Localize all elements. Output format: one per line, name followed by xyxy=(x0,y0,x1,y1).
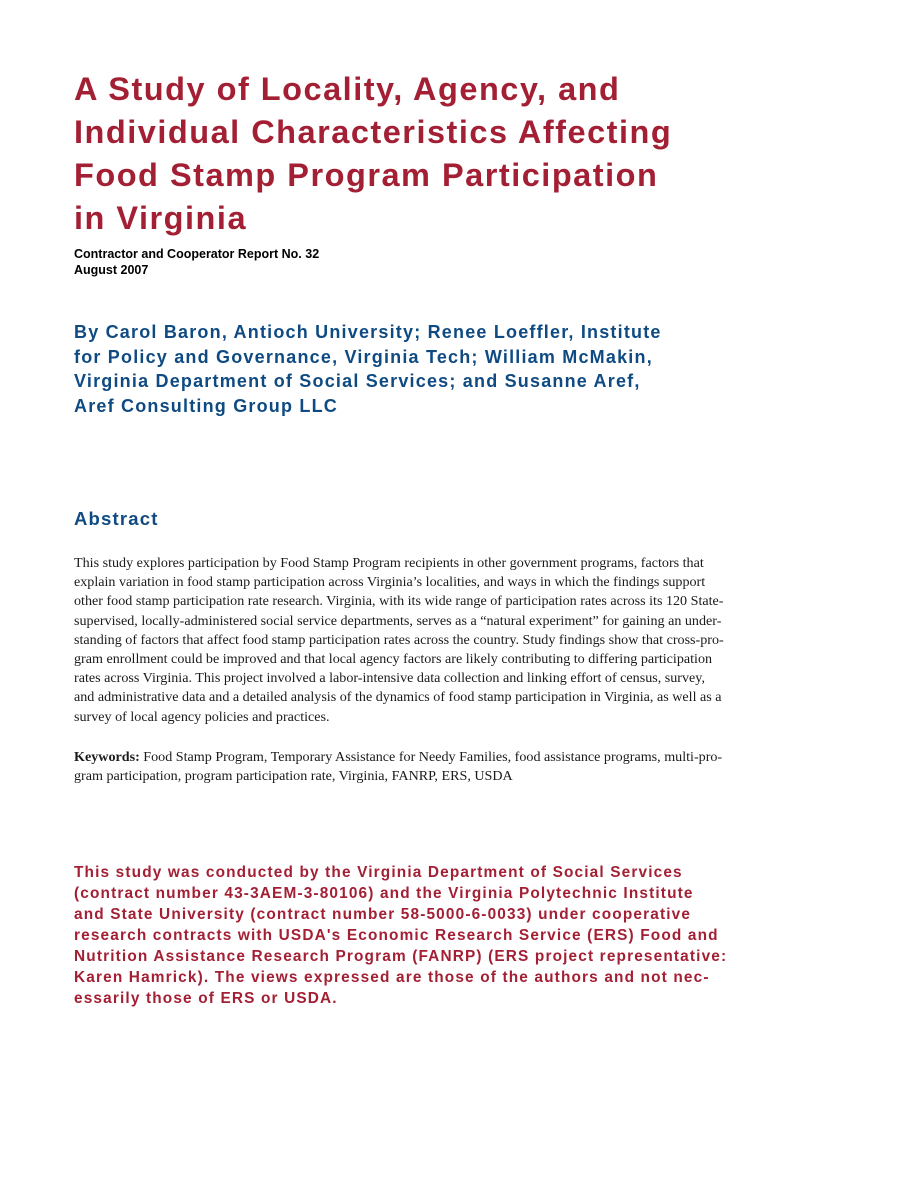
keywords-line xyxy=(74,748,846,767)
author-line: Virginia Department of Social Services; and Susanne Aref, xyxy=(74,371,641,391)
abstract-line: rates across Virginia. This project involved a labor-intensive data collection and linking effort of census, survey, xyxy=(74,670,705,687)
title-line: Individual Characteristics Affecting xyxy=(74,114,673,150)
title-line: in Virginia xyxy=(74,200,248,236)
note-line: and State University (contract number 58-5000-6-0033) under cooperative xyxy=(74,906,692,923)
author-byline xyxy=(74,320,854,418)
note-line: Karen Hamrick). The views expressed are those of the authors and not nec- xyxy=(74,969,710,986)
report-date: August 2007 xyxy=(74,263,149,277)
author-line: By Carol Baron, Antioch University; Renee Loeffler, Institute xyxy=(74,322,662,342)
keywords-label: Keywords: xyxy=(74,749,140,765)
note-line: This study was conducted by the Virginia Department of Social Services xyxy=(74,864,683,881)
report-info xyxy=(74,246,319,278)
note-line: Nutrition Assistance Research Program (FANRP) (ERS project representative: xyxy=(74,948,728,965)
funding-note xyxy=(74,862,854,1009)
note-line: (contract number 43-3AEM-3-80106) and the Virginia Polytechnic Institute xyxy=(74,885,694,902)
abstract-line: explain variation in food stamp participation across Virginia’s localities, and ways in which the findings support xyxy=(74,574,706,591)
author-line: for Policy and Governance, Virginia Tech; William McMakin, xyxy=(74,346,653,367)
abstract-line: gram enrollment could be improved and that local agency factors are likely contributing to differing participation xyxy=(74,651,713,668)
abstract-line: and administrative data and a detailed analysis of the dynamics of food stamp participation in Virginia, as well as a xyxy=(74,689,722,706)
abstract-line: standing of factors that affect food stamp participation rates across the country. Study findings show that cross-pro- xyxy=(74,631,724,648)
title-line: A Study of Locality, Agency, and xyxy=(74,71,621,107)
note-line: essarily those of ERS or USDA. xyxy=(74,990,338,1007)
abstract-line: supervised, locally-administered social service departments, serves as a “natural experiment” for gaining an under- xyxy=(74,612,722,629)
keywords-text: Food Stamp Program, Temporary Assistance for Needy Families, food assistance programs, multi-pro- xyxy=(139,749,723,765)
report-title xyxy=(74,68,854,240)
report-number: Contractor and Cooperator Report No. 32 xyxy=(74,247,320,261)
title-line: Food Stamp Program Participation xyxy=(74,157,659,193)
abstract-line: other food stamp participation rate research. Virginia, with its wide range of participation rates across its 120 State- xyxy=(74,593,724,610)
author-line: Aref Consulting Group LLC xyxy=(74,395,338,416)
abstract-line: This study explores participation by Food Stamp Program recipients in other government programs, factors that xyxy=(74,555,704,571)
abstract-text xyxy=(74,554,846,727)
abstract-heading: Abstract xyxy=(74,508,159,529)
keywords-line: gram participation, program participation rate, Virginia, FANRP, ERS, USDA xyxy=(74,768,513,785)
keywords-paragraph xyxy=(74,748,846,786)
note-line: research contracts with USDA's Economic Research Service (ERS) Food and xyxy=(74,927,719,944)
abstract-line: survey of local agency policies and practices. xyxy=(74,708,330,725)
